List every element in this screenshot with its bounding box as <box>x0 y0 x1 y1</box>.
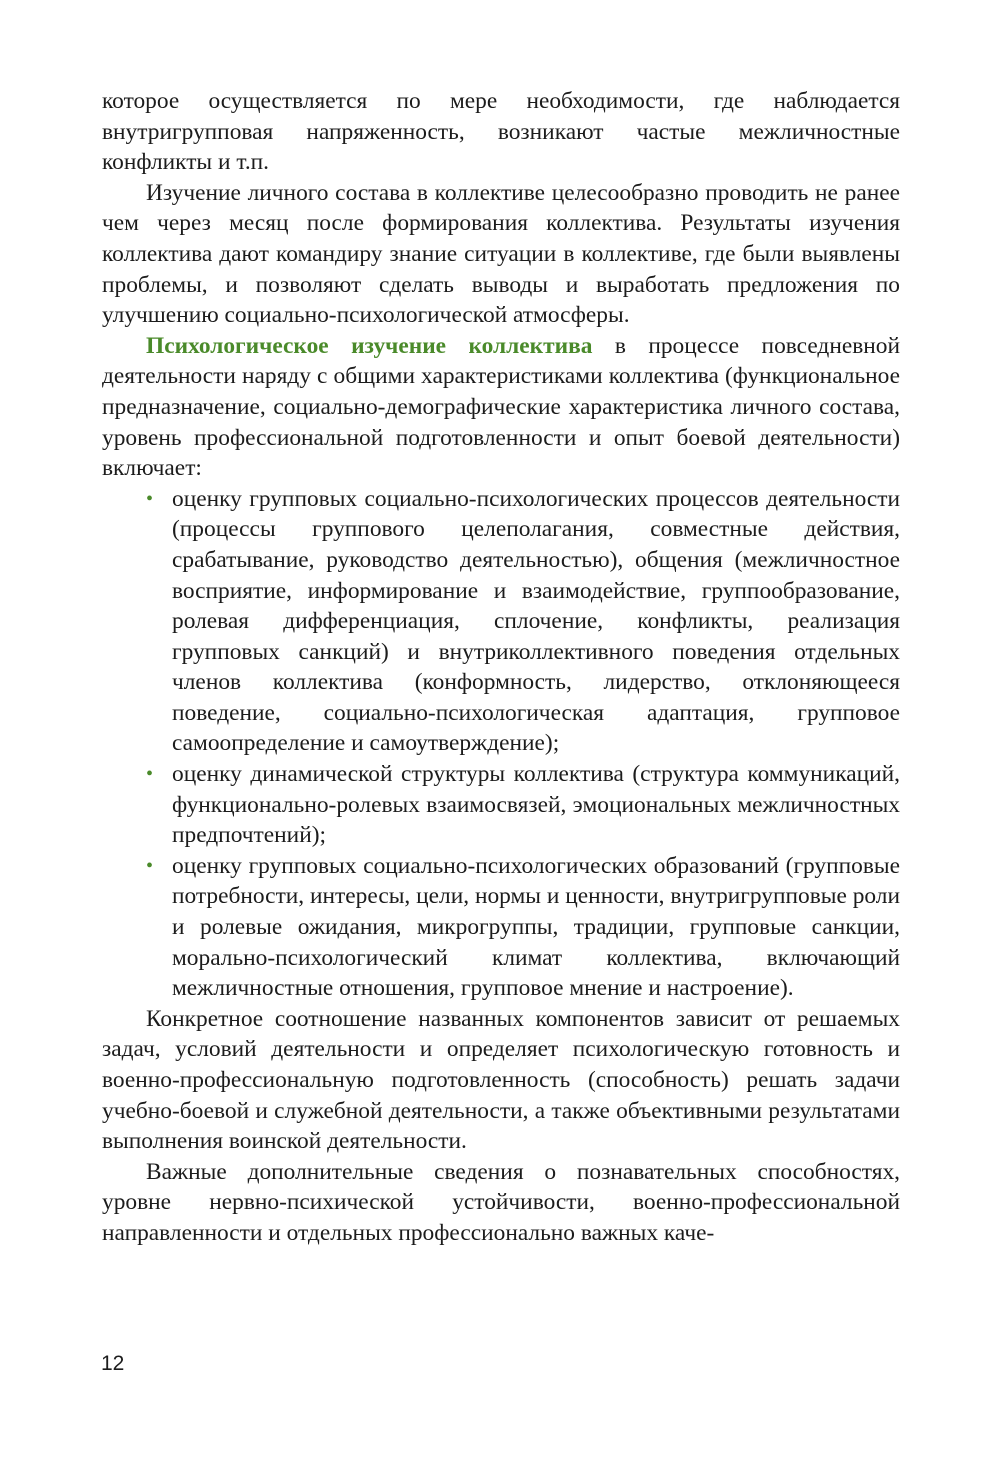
page-number: 12 <box>101 1352 125 1375</box>
paragraph-study-timing: Изучение личного состава в коллективе целесообразно проводить не ранее чем через месяц после формирования коллектива. Результаты изучения коллектива дают командиру знание ситуации в коллективе, где были выявлены проблемы, и позволяют сделать выводы и выработать предложения по улучшению социально-психологической атмосферы. <box>102 179 900 329</box>
bullet-icon: • <box>146 763 154 786</box>
list-item-text: оценку групповых социально-психологических образований (групповые потребности, интересы, цели, нормы и ценности, внутригрупповые роли и ролевые ожидания, микрогруппы, традиции, групповые санкции, морально-психологический климат коллектива, включающий межличностные отношения, групповое мнение и настроение). <box>172 852 900 1002</box>
page-body <box>102 86 900 1249</box>
paragraph-additional-info: Важные дополнительные сведения о познавательных способностях, уровне нервно-психической устойчивости, военно-профессиональной направленности и отдельных профессионально важных каче- <box>102 1158 900 1246</box>
list-item-text: оценку динамической структуры коллектива (структура коммуникаций, функционально-ролевых взаимосвязей, эмоциональных межличностных предпочтений); <box>172 761 900 849</box>
list-item-text: оценку групповых социально-психологических процессов деятельности (процессы группового целеполагания, совместные действия, срабатывание, руководство деятельностью), общения (межличностное восприятие, информирование и взаимодействие, группообразование, ролевая дифференциация, сплочение, конфликты, реализация групповых санкций) и внутриколлективного поведения отдельных членов коллектива (конформность, лидерство, отклоняющееся поведение, социально-психологическая адаптация, групповое самоопределение и самоутверждение); <box>172 485 900 757</box>
paragraph-continuation: которое осуществляется по мере необходимости, где наблюдается внутригрупповая напряженность, возникают частые межличностные конфликты и т.п. <box>102 88 900 176</box>
bullet-icon: • <box>146 487 154 510</box>
list-item <box>102 759 900 851</box>
bullet-list <box>102 484 900 1004</box>
list-item <box>102 484 900 759</box>
list-item <box>102 851 900 1004</box>
paragraph-psychological-study <box>102 331 900 484</box>
paragraph-components: Конкретное соотношение названных компонентов зависит от решаемых задач, условий деятельности и определяет психологическую готовность и военно-профессиональную подготовленность (способность) решать задачи учебно-боевой и служебной деятельности, а также объективными результатами выполнения воинской деятельности. <box>102 1005 900 1155</box>
bullet-icon: • <box>146 854 154 877</box>
paragraph-psychological-study-text: в процессе повседневной деятельности наряду с общими характеристиками коллектива (функциональное предназначение, социально-демографические характеристика личного состава, уровень профессиональной подготовленности и опыт боевой деятельности) включает: <box>102 332 900 482</box>
highlighted-term: Психологическое изучение коллектива <box>146 332 593 359</box>
